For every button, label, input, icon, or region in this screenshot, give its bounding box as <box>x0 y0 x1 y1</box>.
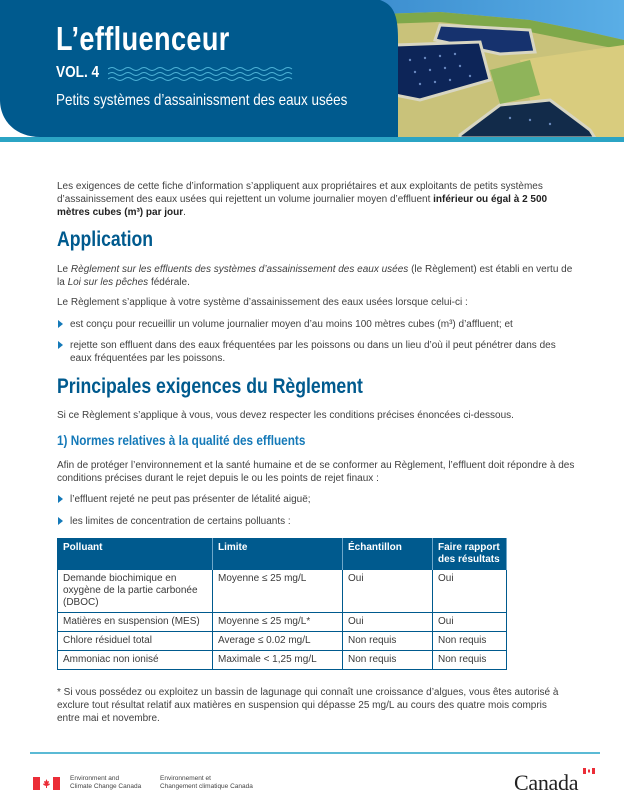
heading-application: Application <box>57 228 154 251</box>
bullet-triangle-icon <box>58 495 63 503</box>
volume-label: VOL. 4 <box>56 64 100 81</box>
dept-fr-line: Changement climatique Canada <box>160 783 253 790</box>
bullet-text: est conçu pour recueillir un volume journalier moyen d’au moins 100 mètres cubes (m³) d’affluent; et <box>70 319 513 330</box>
department-name-english <box>70 775 141 791</box>
cell-pollutant: Demande biochimique en oxygène de la partie carbonée (DBOC) <box>58 570 213 613</box>
cell-limit: Maximale < 1,25 mg/L <box>213 651 343 670</box>
header-banner <box>0 0 624 142</box>
requirements-intro: Si ce Règlement s’applique à vous, vous devez respecter les conditions précises énoncées ci-dessous. <box>57 410 514 421</box>
department-name-french <box>160 775 253 791</box>
table-row <box>58 570 507 613</box>
requirements-bullet <box>57 493 577 506</box>
canada-flag-icon <box>33 777 60 790</box>
regulation-title: Règlement sur les effluents des systèmes d’assainissement des eaux usées <box>70 264 409 275</box>
column-header-report: Faire rapport des résultats <box>433 539 507 570</box>
table-row <box>58 613 507 632</box>
footnote: * Si vous possédez ou exploitez un bassin de lagunage qui connaît une croissance d’algues, vous êtes autorisé à exclure tout résultat relatif aux matières en suspension qui dépasse 25 mg/L au cours des quatre mois compris entre mai et novembre. <box>57 687 559 724</box>
bullet-text: les limites de concentration de certains polluants : <box>70 516 291 527</box>
footer-divider <box>30 752 600 754</box>
table-row <box>58 651 507 670</box>
bullet-text: l’effluent rejeté ne peut pas présenter de létalité aiguë; <box>70 494 311 505</box>
cell-sample: Non requis <box>343 632 433 651</box>
column-header-pollutant: Polluant <box>58 539 213 570</box>
table-header-row <box>58 539 507 570</box>
cell-sample: Oui <box>343 570 433 613</box>
p1-mid: (le Règlement) est établi en vertu de la <box>57 264 573 288</box>
canada-wordmark: Canada <box>514 770 579 795</box>
cell-limit: Average ≤ 0.02 mg/L <box>213 632 343 651</box>
heading-requirements: Principales exigences du Règlement <box>57 375 363 398</box>
column-header-sample: Échantillon <box>343 539 433 570</box>
cell-report: Non requis <box>433 632 507 651</box>
application-paragraph-1 <box>57 263 577 289</box>
cell-limit: Moyenne ≤ 25 mg/L <box>213 570 343 613</box>
cell-sample: Non requis <box>343 651 433 670</box>
application-bullet <box>57 339 577 365</box>
bullet-triangle-icon <box>58 320 63 328</box>
application-bullet <box>57 318 577 331</box>
wave-decoration-icon <box>108 66 293 82</box>
dept-en-line: Environment and <box>70 775 120 782</box>
cell-pollutant: Matières en suspension (MES) <box>58 613 213 632</box>
intro-paragraph <box>57 180 567 219</box>
subheading-effluent-quality: 1) Normes relatives à la qualité des effluents <box>57 432 306 448</box>
cell-limit: Moyenne ≤ 25 mg/L* <box>213 613 343 632</box>
column-header-limit: Limite <box>213 539 343 570</box>
p1-end: fédérale. <box>148 277 190 288</box>
application-paragraph-2: Le Règlement s’applique à votre système d’assainissement des eaux usées lorsque celui-ci : <box>57 297 468 308</box>
cell-report: Oui <box>433 613 507 632</box>
publication-title: L’effluenceur <box>56 20 230 57</box>
p1-start: Le <box>57 264 71 275</box>
wordmark-flag-icon <box>583 768 595 774</box>
cell-sample: Oui <box>343 613 433 632</box>
cell-pollutant: Ammoniac non ionisé <box>58 651 213 670</box>
intro-bold: inférieur ou égal à 2 500 mètres cubes (m³) par jour <box>57 194 548 218</box>
cell-pollutant: Chlore résiduel total <box>58 632 213 651</box>
dept-fr-line: Environnement et <box>160 775 211 782</box>
intro-end: . <box>183 207 186 218</box>
dept-en-line: Climate Change Canada <box>70 783 142 790</box>
bullet-triangle-icon <box>58 517 63 525</box>
bullet-triangle-icon <box>58 341 63 349</box>
bullet-text: rejette son effluent dans des eaux fréquentées par les poissons ou dans un lieu d’où il peut pénétrer dans des eaux fréquentées par les poissons. <box>70 340 556 364</box>
requirements-bullet <box>57 515 577 528</box>
act-title: Loi sur les pêches <box>67 277 149 288</box>
intro-text: Les exigences de cette fiche d’information s’appliquent aux propriétaires et aux exploitants de petits systèmes d’assainissement des eaux usées qui rejettent un volume journalier moyen d’effluent <box>57 181 543 205</box>
cell-report: Non requis <box>433 651 507 670</box>
publication-subtitle: Petits systèmes d’assainissment des eaux usées <box>56 92 348 109</box>
pollutant-limits-table <box>57 538 507 670</box>
requirements-paragraph: Afin de protéger l’environnement et la santé humaine et de se conformer au Règlement, l’effluent doit répondre à des conditions précises durant le rejet depuis le ou les points de rejet finaux : <box>57 460 575 484</box>
table-row <box>58 632 507 651</box>
cell-report: Oui <box>433 570 507 613</box>
